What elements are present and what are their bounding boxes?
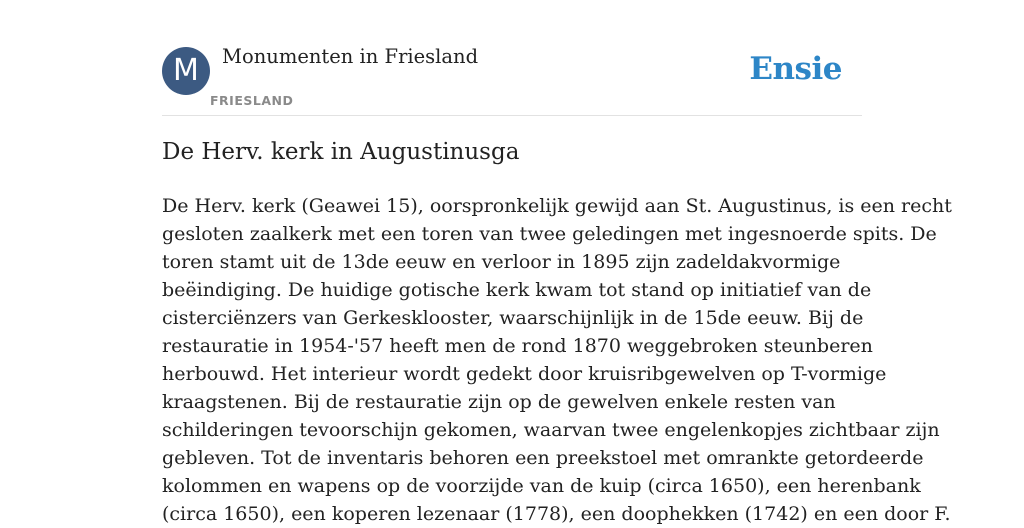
article-body-line: kraagstenen. Bij de restauratie zijn op de gewelven enkele resten van: [162, 391, 836, 413]
article-body-line: cisterciënzers van Gerkesklooster, waarschijnlijk in de 15de eeuw. Bij de: [162, 307, 864, 329]
header: [162, 0, 862, 116]
article-body-line: kolommen en wapens op de voorzijde van de kuip (circa 1650), een herenbank: [162, 475, 921, 497]
article-body-line: herbouwd. Het interieur wordt gedekt door kruisribgewelven op T-vormige: [162, 363, 887, 385]
publication-title[interactable]: Monumenten in Friesland: [222, 45, 479, 68]
article-body-line: De Herv. kerk (Geawei 15), oorspronkelijk gewijd aan St. Augustinus, is een recht: [162, 195, 952, 217]
article-body-line: schilderingen tevoorschijn gekomen, waarvan twee engelenkopjes zichtbaar zijn: [162, 419, 940, 441]
article-body: [162, 192, 952, 528]
brand-logo[interactable]: Ensie: [749, 51, 842, 87]
article-body-line: gebleven. Tot de inventaris behoren een preekstoel met omrankte getordeerde: [162, 447, 924, 469]
category-link[interactable]: FRIESLAND: [210, 93, 294, 108]
article-body-line: toren stamt uit de 13de eeuw en verloor in 1895 zijn zadeldakvormige: [162, 251, 841, 273]
article-title: De Herv. kerk in Augustinusga: [162, 139, 520, 165]
article-body-line: (circa 1650), een koperen lezenaar (1778), een doophekken (1742) en een door F.: [162, 503, 951, 525]
article-body-line: beëindiging. De huidige gotische kerk kwam tot stand op initiatief van de: [162, 279, 872, 301]
article-body-line: gesloten zaalkerk met een toren van twee geledingen met ingesnoerde spits. De: [162, 223, 937, 245]
avatar[interactable]: M: [162, 47, 210, 95]
article-body-line: restauratie in 1954-'57 heeft men de rond 1870 weggebroken steunberen: [162, 335, 873, 357]
